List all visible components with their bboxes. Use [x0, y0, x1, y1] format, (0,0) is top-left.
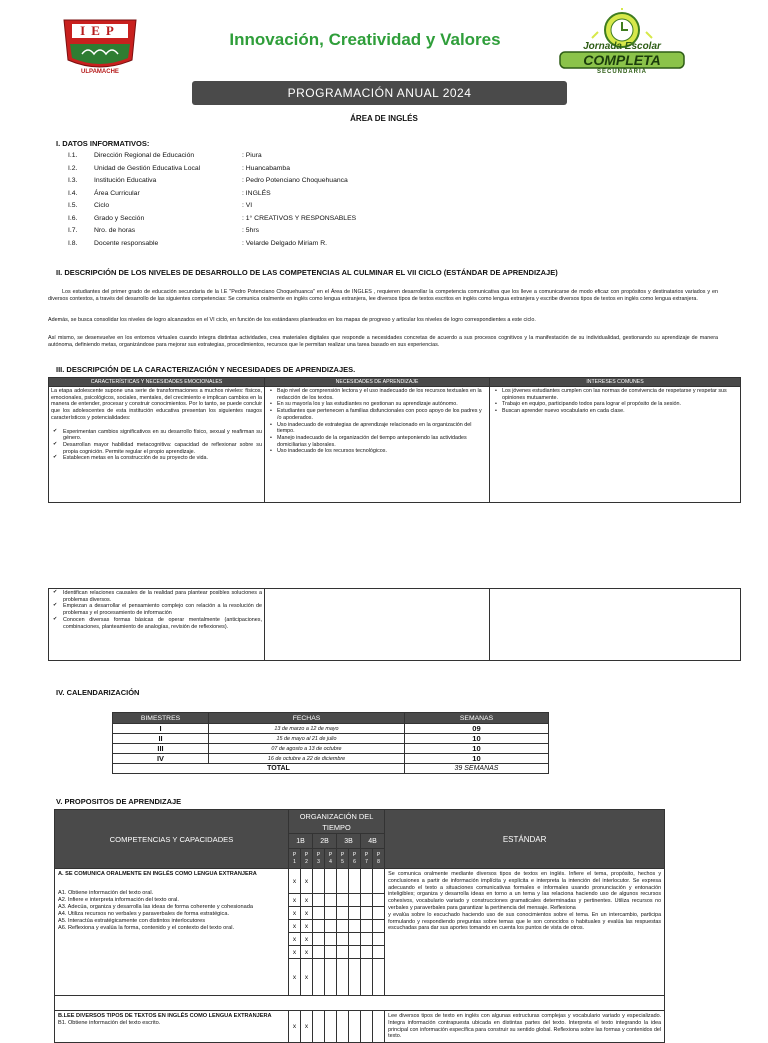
- period-number: 5: [341, 858, 344, 865]
- schedule-cell: [337, 894, 349, 907]
- period-number: 8: [377, 858, 380, 865]
- schedule-cell: [325, 920, 337, 933]
- period-header: [337, 849, 349, 869]
- schedule-cell: [325, 946, 337, 959]
- school-logo: [62, 14, 138, 78]
- schedule-cell: x: [289, 894, 301, 907]
- bimestre-3-header: 3B: [337, 834, 361, 849]
- schedule-cell: [349, 894, 361, 907]
- info-value: : 1° CREATIVOS Y RESPONSABLES: [242, 214, 357, 222]
- period-number: 1: [293, 858, 296, 865]
- info-label: Nro. de horas: [94, 227, 136, 234]
- schedule-cell: [373, 1011, 385, 1043]
- schedule-cell: [361, 869, 373, 894]
- schedule-cell: [349, 869, 361, 894]
- bimestre-cell: II: [113, 734, 209, 744]
- total-weeks: 39 SEMANAS: [405, 764, 549, 774]
- list-item: • Uso inadecuado de estrategias de aprendizaje relacionado en la organización del tiempo.: [277, 422, 487, 435]
- schedule-cell: x: [289, 959, 301, 996]
- competency-row: [55, 869, 665, 894]
- schedule-cell: [373, 920, 385, 933]
- schedule-cell: [349, 920, 361, 933]
- common-interests-cell: [490, 387, 741, 503]
- schedule-cell: [337, 1011, 349, 1043]
- period-letter: P: [376, 851, 381, 858]
- schedule-cell: x: [289, 907, 301, 920]
- weeks-cell: 10: [405, 734, 549, 744]
- info-row: [68, 190, 462, 203]
- char-header-3: INTERESES COMUNES: [490, 378, 741, 387]
- schedule-cell: [361, 907, 373, 920]
- characterization-table: [48, 377, 741, 503]
- info-num: I.4.: [68, 189, 78, 197]
- list-item: • Bajo nivel de comprensión lectora y el uso inadecuado de los recursos textuales en la redacción de los textos.: [277, 388, 487, 401]
- capacity-item: A4. Utiliza recursos no verbales y paraverbales de forma estratégica.: [58, 911, 229, 917]
- info-num: I.7.: [68, 227, 78, 234]
- list-item: ✔ Desarrollan mayor habilidad metacognitiva: capacidad de reflexionar sobre su propia cognición. Permite regular el propio aprendizaje.: [63, 442, 262, 455]
- schedule-cell: [361, 1011, 373, 1043]
- capacity-item: A6. Reflexiona y evalúa la forma, contenido y el contexto del texto oral.: [58, 925, 234, 931]
- schedule-cell: [373, 933, 385, 946]
- bimestre-2-header: 2B: [313, 834, 337, 849]
- school-motto: Innovación, Creatividad y Valores: [229, 30, 501, 49]
- schedule-cell: [337, 959, 349, 996]
- info-num: I.2.: [68, 164, 78, 172]
- competency-b-title: B.LEE DIVERSOS TIPOS DE TEXTOS EN INGLÉS COMO LENGUA EXTRANJERA: [58, 1013, 272, 1019]
- period-letter: P: [292, 851, 297, 858]
- schedule-cell: [325, 959, 337, 996]
- learning-purposes-table: [54, 809, 665, 1043]
- info-value: : INGLÉS: [242, 189, 271, 197]
- capacity-item: A3. Adecúa, organiza y desarrolla las ideas de forma coherente y cohesionada: [58, 904, 253, 910]
- schedule-cell: [313, 946, 325, 959]
- schedule-cell: [325, 894, 337, 907]
- standard-header: ESTÁNDAR: [385, 810, 665, 869]
- info-row: [68, 152, 462, 165]
- bimestre-cell: I: [113, 724, 209, 734]
- calendar-row: [113, 724, 549, 734]
- info-row: [68, 240, 462, 253]
- bimestre-cell: III: [113, 744, 209, 754]
- period-number: 2: [305, 858, 308, 865]
- calendar-total-row: [113, 764, 549, 774]
- list-item: • Estudiantes que pertenecen a familias disfuncionales con poco apoyo de los padres y /o apoderados.: [277, 408, 487, 421]
- schedule-cell: [313, 959, 325, 996]
- info-label: Área Curricular: [94, 189, 140, 197]
- list-item: • Uso inadecuado de los recursos tecnológicos.: [277, 448, 487, 455]
- jec-line3: SECUNDARIA: [596, 69, 647, 75]
- schedule-cell: [313, 920, 325, 933]
- period-number: 6: [353, 858, 356, 865]
- period-header: [349, 849, 361, 869]
- spacer-cell: [55, 996, 665, 1011]
- capacity-item: A2. Infiere e interpreta información del texto oral.: [58, 897, 179, 903]
- schedule-cell: [337, 907, 349, 920]
- period-letter: P: [340, 851, 345, 858]
- schedule-cell: [325, 933, 337, 946]
- info-row: [68, 202, 462, 215]
- schedule-cell: [373, 946, 385, 959]
- schedule-cell: [373, 869, 385, 894]
- period-header: [373, 849, 385, 869]
- schedule-cell: [313, 1011, 325, 1043]
- spacer-row: [55, 996, 665, 1011]
- schedule-cell: x: [301, 907, 313, 920]
- logo-letters: IEP: [80, 23, 120, 38]
- period-header: [325, 849, 337, 869]
- info-label: Institución Educativa: [94, 177, 157, 184]
- schedule-cell: [313, 907, 325, 920]
- schedule-cell: x: [289, 920, 301, 933]
- list-item: ✔ Experimentan cambios significativos en su desarrollo físico, sexual y reafirman su género.: [63, 429, 262, 442]
- period-number: 7: [365, 858, 368, 865]
- info-row: [68, 227, 462, 240]
- total-label: TOTAL: [113, 764, 405, 774]
- competency-a-title: A. SE COMUNICA ORALMENTE EN INGLÉS COMO LENGUA EXTRANJERA: [58, 871, 257, 877]
- schedule-cell: [361, 959, 373, 996]
- schedule-cell: [337, 933, 349, 946]
- info-row: [68, 215, 462, 228]
- info-label: Unidad de Gestión Educativa Local: [94, 164, 201, 172]
- period-header: [301, 849, 313, 869]
- standard-a-cell: [385, 869, 665, 996]
- emotional-list: [51, 429, 262, 463]
- info-num: I.5.: [68, 202, 78, 209]
- standard-paragraph-3: Así mismo, se desenvuelve en los entornos virtuales cuando integra distintas actividades, crea materiales digitales que responde a necesidades concretas de acuerdo a sus procesos cognitivos y la manifestación de su individualidad, gestionando su aprendizaje de manera autónoma, definiendo metas, organizándose para mejorar sus estrategias, procedimientos, recursos que le permitan realizar una tarea basado en sus experiencias.: [48, 335, 718, 348]
- jec-line2: COMPLETA: [583, 52, 661, 68]
- date-range-cell: 16 de octubre a 22 de diciembre: [209, 754, 405, 764]
- learning-needs-cell: [265, 387, 490, 503]
- schedule-cell: [373, 959, 385, 996]
- schedule-cell: [349, 959, 361, 996]
- weeks-cell: 10: [405, 754, 549, 764]
- schedule-cell: [325, 907, 337, 920]
- list-item: ✔ Empiezan a desarrollar el pensamiento complejo con relación a la resolución de problemas y el procesamiento de información: [63, 603, 262, 616]
- characterization-table-continued: [48, 588, 741, 661]
- competencies-header: COMPETENCIAS Y CAPACIDADES: [55, 810, 289, 869]
- schedule-cell: x: [289, 933, 301, 946]
- schedule-cell: [313, 933, 325, 946]
- standard-a-text: Se comunica oralmente mediante diversos tipos de textos en inglés. Infiere el tema, propósito, hechos y conclusiones a partir de información implícita y explícita e interpreta la intención del interlocutor. Se expresa adecuando el texto a situaciones comunicativas formales e informales usando pronunciación y entonación inteligibles; organiza y desarrolla ideas en torno a un tema y las relaciona haciendo uso de algunos recursos cohesivos, vocabulario variado y construcciones gramaticales determinadas y pertinentes. Utiliza recursos no verbales y paraverbales para garantizar la pertinencia del mensaje. Reflexiona: [388, 871, 662, 911]
- schedule-cell: [337, 920, 349, 933]
- info-value: : Huancabamba: [242, 164, 290, 172]
- bimestre-cell: IV: [113, 754, 209, 764]
- info-row: [68, 165, 462, 178]
- document-banner: PROGRAMACIÓN ANUAL 2024: [192, 81, 567, 105]
- period-header: [313, 849, 325, 869]
- list-item: • En su mayoría los y las estudiantes no gestionan su aprendizaje autónomo.: [277, 401, 487, 408]
- section-1-title: I. DATOS INFORMATIVOS:: [56, 139, 150, 148]
- standard-b-cell: [385, 1011, 665, 1043]
- calendar-table: [112, 712, 549, 774]
- info-row: [68, 177, 462, 190]
- info-num: I.3.: [68, 177, 78, 184]
- schedule-cell: [349, 933, 361, 946]
- period-number: 3: [317, 858, 320, 865]
- list-item: • Trabajo en equipo, participando todos para lograr el propósito de la sesión.: [502, 401, 738, 408]
- schedule-cell: [313, 894, 325, 907]
- list-item: • Manejo inadecuado de la organización del tiempo anteponiendo las actividades domiciliarias y laborales.: [277, 435, 487, 448]
- competency-b-cell: [55, 1011, 289, 1043]
- schedule-cell: [361, 933, 373, 946]
- period-header: [361, 849, 373, 869]
- info-num: I.1.: [68, 152, 78, 159]
- section-2-title: II. DESCRIPCIÓN DE LOS NIVELES DE DESARROLLO DE LAS COMPETENCIAS AL CULMINAR EL VII CICLO (ESTÁNDAR DE APRENDIZAJE): [56, 268, 558, 277]
- schedule-cell: [361, 894, 373, 907]
- info-table: [68, 152, 462, 252]
- empty-cell: [490, 589, 741, 661]
- capacity-item: A5. Interactúa estratégicamente con distintos interlocutores: [58, 918, 206, 924]
- info-label: Grado y Sección: [94, 214, 145, 222]
- info-value: : VI: [242, 202, 253, 209]
- schedule-cell: [373, 894, 385, 907]
- schedule-cell: [325, 869, 337, 894]
- list-item: • Buscan aprender nuevo vocabulario en cada clase.: [502, 408, 738, 415]
- char-header-1: CARACTERÍSTICAS Y NECESIDADES EMOCIONALES: [49, 378, 265, 387]
- schedule-cell: [337, 869, 349, 894]
- standard-paragraph-1: Los estudiantes del primer grado de educación secundaria de la I.E "Pedro Potenciano Choquehuanca" en el Área de INGLES , requieren desarrollar la competencia comunicativa que los lleve a comunicarse de modo eficaz con propósitos y destinatarios variados y en diversos contextos, a través del desarrollo de las siguientes competencias: Se comunica oralmente en inglés como lengua extranjera, lee diversos tipos de textos escritos en inglés como lengua extranjera y escribe diversos tipos de textos en inglés como lengua extranjera.: [48, 289, 718, 302]
- standard-paragraph-2: Además, se busca consolidar los niveles de logro alcanzados en el VI ciclo, en función de los estándares planteados en los mapas de progreso y articular los niveles de logro correspondientes a este ciclo.: [48, 317, 536, 323]
- schedule-cell: x: [301, 920, 313, 933]
- bimestre-1-header: 1B: [289, 834, 313, 849]
- bimestre-4-header: 4B: [361, 834, 385, 849]
- date-range-cell: 13 de marzo a 12 de mayo: [209, 724, 405, 734]
- weeks-cell: 10: [405, 744, 549, 754]
- schedule-cell: x: [301, 959, 313, 996]
- section-3-title: III. DESCRIPCIÓN DE LA CARACTERIZACIÓN Y NECESIDADES DE APRENDIZAJES.: [56, 365, 356, 374]
- schedule-cell: x: [301, 869, 313, 894]
- schedule-cell: x: [289, 1011, 301, 1043]
- info-label: Ciclo: [94, 202, 110, 209]
- info-value: : Pedro Potenciano Choquehuanca: [242, 177, 348, 184]
- schedule-cell: [313, 869, 325, 894]
- info-value: : Velarde Delgado Miriam R.: [242, 239, 327, 247]
- info-label: Dirección Regional de Educación: [94, 152, 195, 159]
- section-4-title: IV. CALENDARIZACIÓN: [56, 688, 140, 697]
- list-item: ✔ Identifican relaciones causales de la realidad para plantear posibles soluciones a problemas diversos.: [63, 590, 262, 603]
- calendar-row: [113, 734, 549, 744]
- info-value: : 5hrs: [242, 227, 259, 234]
- info-num: I.8.: [68, 239, 78, 247]
- section-5-title: V. PROPOSITOS DE APRENDIZAJE: [56, 797, 182, 806]
- cal-header-semanas: SEMANAS: [405, 713, 549, 724]
- char-header-2: NECESIDADES DE APRENDIZAJE: [265, 378, 490, 387]
- cal-header-fechas: FECHAS: [209, 713, 405, 724]
- schedule-cell: [349, 1011, 361, 1043]
- weeks-cell: 09: [405, 724, 549, 734]
- period-letter: P: [364, 851, 369, 858]
- schedule-cell: x: [289, 946, 301, 959]
- date-range-cell: 07 de agosto a 13 de octubre: [209, 744, 405, 754]
- standard-a-text-continued: y evalúa sobre lo escuchado haciendo uso de sus conocimientos sobre el tema. En un intercambio, participa formulando y respondiendo preguntas sobre temas que le son conocidos o habituales y evalúa las respuestas escuchadas para dar sus aportes tomando en cuenta los puntos de vista de otros.: [388, 911, 662, 932]
- schedule-cell: [337, 946, 349, 959]
- capacity-item: A1. Obtiene información del texto oral.: [58, 890, 154, 896]
- emotional-needs-cell: [49, 387, 265, 503]
- logo-caption: ULPAMACHE: [81, 69, 119, 75]
- emotional-list-continued: [51, 590, 262, 630]
- jec-line1: Jornada Escolar: [583, 41, 661, 52]
- period-letter: P: [352, 851, 357, 858]
- schedule-cell: [349, 907, 361, 920]
- cal-header-bimestres: BIMESTRES: [113, 713, 209, 724]
- info-label: Docente responsable: [94, 239, 159, 247]
- jec-logo: [556, 8, 688, 78]
- schedule-cell: x: [301, 1011, 313, 1043]
- schedule-cell: x: [289, 869, 301, 894]
- period-letter: P: [316, 851, 321, 858]
- list-item: • Los jóvenes estudiantes cumplen con las normas de convivencia de respetarse y respetar sus opiniones mutuamente.: [502, 388, 738, 401]
- period-letter: P: [328, 851, 333, 858]
- schedule-cell: x: [301, 946, 313, 959]
- schedule-cell: x: [301, 933, 313, 946]
- date-range-cell: 15 de mayo al 21 de julio: [209, 734, 405, 744]
- calendar-row: [113, 754, 549, 764]
- schedule-cell: [361, 946, 373, 959]
- schedule-cell: x: [301, 894, 313, 907]
- schedule-cell: [373, 907, 385, 920]
- empty-cell: [265, 589, 490, 661]
- learning-needs-list: [267, 388, 487, 455]
- list-item: ✔ Establecen metas en la construcción de su proyecto de vida.: [63, 455, 262, 462]
- info-num: I.6.: [68, 214, 78, 222]
- period-letter: P: [304, 851, 309, 858]
- info-value: : Piura: [242, 152, 262, 159]
- list-item: ✔ Conocen diversas formas básicas de operar mentalmente (anticipaciones, combinaciones, planteamiento de analogías, revisión de reflexiones).: [63, 617, 262, 630]
- interests-list: [492, 388, 738, 415]
- calendar-row: [113, 744, 549, 754]
- period-header: [289, 849, 301, 869]
- period-number: 4: [329, 858, 332, 865]
- schedule-cell: [349, 946, 361, 959]
- schedule-cell: [325, 1011, 337, 1043]
- competency-row: [55, 1011, 665, 1043]
- area-title: ÁREA DE INGLÉS: [350, 114, 418, 123]
- standard-b-text: Lee diversos tipos de texto en inglés con algunas estructuras complejas y vocabulario variado y especializado. Integra información contrapuesta ubicada en distintas partes del texto. Interpreta el texto integrando la idea principal con información específica para construir su sentido global. Reflexiona sobre las formas y contenidos del texto.: [388, 1013, 662, 1040]
- time-organization-header: ORGANIZACIÓN DEL TIEMPO: [289, 810, 385, 834]
- schedule-cell: [361, 920, 373, 933]
- capacity-item: B1. Obtiene información del texto escrito.: [58, 1020, 161, 1026]
- competency-a-cell: [55, 869, 289, 996]
- emotional-intro: La etapa adolescente supone una serie de transformaciones a muchos niveles: físicos, emocionales, psicológicos, sociales, mentales, del crecimiento e implican cambios en la manera de entender, procesar y construir conocimientos. Por lo tanto, se puede concluir que los adolescentes de esta institución educativa presentan los siguientes rasgos característicos y potencialidades:: [51, 388, 262, 421]
- emotional-needs-cell-continued: [49, 589, 265, 661]
